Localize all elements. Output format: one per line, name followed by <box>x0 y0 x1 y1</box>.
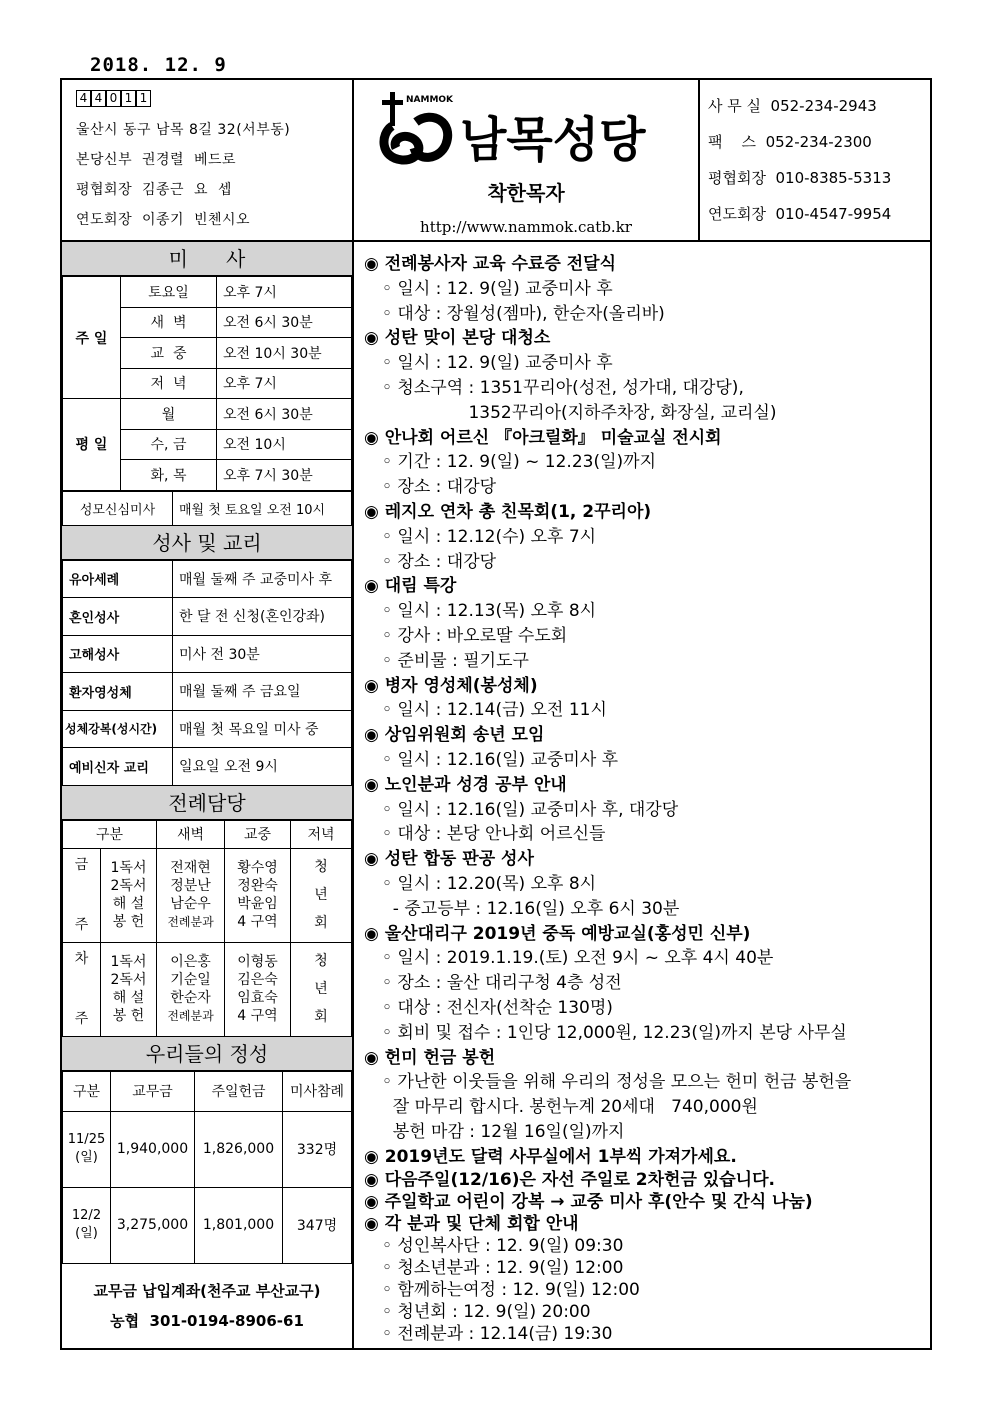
contact-council: 평협회장 010-8385-5313 <box>708 169 892 187</box>
svg-text:NAMMOK: NAMMOK <box>406 95 454 105</box>
parish-address: 울산시 동구 남목 8길 32(서부동) <box>76 122 291 138</box>
announcement-title: ◉ 울산대리구 2019년 중독 예방교실(홍성민 신부) <box>364 923 751 944</box>
announcement-detail: ◦ 일시 : 2019.1.19.(토) 오전 9시 ~ 오후 4시 40분 <box>382 948 774 969</box>
contact-list <box>700 80 930 240</box>
svg-text:남목성당: 남목성당 <box>460 112 646 168</box>
announcement-detail: 1352꾸리아(지하주차장, 화장실, 교리실) <box>382 402 777 423</box>
left-column <box>62 242 354 1350</box>
liturgy-week-this: 금 주 1독서 2독서 해 설 봉 헌 전재현 정분난 남순우 전례분과 황수영 정완숙 박윤임 4 구역 청 년 회 <box>63 848 352 942</box>
announcement-detail: ◦ 장소 : 대강당 <box>382 551 497 572</box>
mass-schedule-table: 주 일 토요일 오후 7시 새 벽 오전 6시 30분 교 중 오전 10시 30분 저 녁 오후 7시 평 일 월 오전 6시 30분 수, 금 오전 10시 화, 목 오후 7시 30분 <box>62 276 352 491</box>
announcement-detail: - 중고등부 : 12.16(일) 오후 6시 30분 <box>382 898 680 919</box>
offering-row: 12/2 (일) 3,275,000 1,801,000 347명 <box>63 1187 352 1263</box>
announcement-title: ◉ 헌미 헌금 봉헌 <box>364 1047 496 1068</box>
sunday-label: 주 일 <box>63 277 121 399</box>
announcement-detail: ◦ 청소구역 : 1351꾸리아(성전, 성가대, 대강당), <box>382 377 744 398</box>
announcement-title: ◉ 각 분과 및 단체 회합 안내 <box>364 1214 579 1235</box>
announcement-detail: ◦ 전례분과 : 12.14(금) 19:30 <box>382 1324 613 1345</box>
bulletin-date: 2018. 12. 9 <box>90 54 227 76</box>
announcement-detail: ◦ 일시 : 12.20(목) 오후 8시 <box>382 873 597 894</box>
announcement-title: ◉ 노인분과 성경 공부 안내 <box>364 774 567 795</box>
announcement-title: ◉ 병자 영성체(봉성체) <box>364 675 538 696</box>
announcement-detail: ◦ 일시 : 12.16(일) 교중미사 후 <box>382 749 619 770</box>
bulletin-frame <box>60 78 932 1350</box>
account-title: 교무금 납입계좌(천주교 부산교구) <box>93 1281 321 1300</box>
announcement-title: ◉ 다음주일(12/16)은 자선 주일로 2차헌금 있습니다. <box>364 1170 775 1191</box>
announcement-title: ◉ 성탄 합동 판공 성사 <box>364 849 534 870</box>
announcement-detail: ◦ 준비물 : 필기도구 <box>382 650 529 671</box>
announcement-detail: ◦ 회비 및 접수 : 1인당 12,000원, 12.23(일)까지 본당 사무실 <box>382 1022 847 1043</box>
liturgy-table: 구분 새벽 교중 저녁 금 주 1독서 2독서 해 설 봉 헌 전재현 정분난 남순우 전례분과 황수영 정완숙 박윤임 4 구역 청 년 회 차 주 1독서 2독서 해 설 봉 헌 이은홍 기순일 한순자 전례분과 이형동 김은숙 임효숙 4 구역 청 년 회 <box>62 820 352 1037</box>
contact-office: 사 무 실 052-234-2943 <box>708 97 877 115</box>
council-president: 평협회장 김종근 요 셉 <box>76 182 232 198</box>
announcement-detail: ◦ 장소 : 대강당 <box>382 477 497 498</box>
announcement-detail: ◦ 청년회 : 12. 9(일) 20:00 <box>382 1302 591 1323</box>
account-info <box>62 1264 352 1336</box>
announcement-title: ◉ 레지오 연차 총 친목회(1, 2꾸리아) <box>364 501 652 522</box>
announcement-title: ◉ 2019년도 달력 사무실에서 1부씩 가져가세요. <box>364 1146 737 1167</box>
sacraments-table: 유아세례 매월 둘째 주 교중미사 후 혼인성사 한 달 전 신청(혼인강좌) 고해성사 미사 전 30분 환자영성체 매월 둘째 주 금요일 성체강복(성시간) 매월 첫 목요일 미사 중 예비신자 교리 일요일 오전 9시 <box>62 560 352 786</box>
announcement-detail: ◦ 대상 : 전신자(선착순 130명) <box>382 997 613 1018</box>
announcements <box>356 242 930 1350</box>
offering-table: 구분 교무금 주일헌금 미사참례 11/25 (일) 1,940,000 1,826,000 332명 12/2 (일) 3,275,000 1,801,000 347명 <box>62 1071 352 1264</box>
contact-fax: 팩 스 052-234-2300 <box>708 133 872 151</box>
announcement-detail: ◦ 기간 : 12. 9(일) ~ 12.23(일)까지 <box>382 452 657 473</box>
liturgy-title: 전례담당 <box>62 786 352 820</box>
announcement-detail: ◦ 장소 : 울산 대리구청 4층 성전 <box>382 973 622 994</box>
offering-row: 11/25 (일) 1,940,000 1,826,000 332명 <box>63 1111 352 1187</box>
announcement-title: ◉ 주일학교 어린이 강복 → 교중 미사 후(안수 및 간식 나눔) <box>364 1192 813 1213</box>
bulletin-subtitle: 착한목자 <box>487 181 565 205</box>
parish-url[interactable]: http://www.nammok.catb.kr <box>420 218 632 236</box>
contact-prayer: 연도회장 010-4547-9954 <box>708 205 892 223</box>
header <box>62 80 930 242</box>
announcement-detail: 봉헌 마감 : 12월 16일(일)까지 <box>382 1121 625 1142</box>
announcement-detail: ◦ 일시 : 12.13(목) 오후 8시 <box>382 601 597 622</box>
announcement-detail: ◦ 대상 : 장월성(젬마), 한순자(올리바) <box>382 303 665 324</box>
announcement-title: ◉ 전례봉사자 교육 수료증 전달식 <box>364 254 616 274</box>
announcement-detail: ◦ 일시 : 12.12(수) 오후 7시 <box>382 526 597 547</box>
announcement-detail: ◦ 일시 : 12. 9(일) 교중미사 후 <box>382 278 613 299</box>
announcement-detail: ◦ 대상 : 본당 안나회 어르신들 <box>382 824 606 845</box>
parish-logo <box>372 88 682 170</box>
announcement-detail: 잘 마무리 합시다. 봉헌누계 20세대 740,000원 <box>382 1097 758 1118</box>
announcement-title: ◉ 안나회 어르신 『아크릴화』 미술교실 전시회 <box>364 427 722 448</box>
parish-info <box>62 80 354 240</box>
announcement-title: ◉ 성탄 맞이 본당 대청소 <box>364 328 551 349</box>
announcement-detail: ◦ 가난한 이웃들을 위해 우리의 정성을 모으는 헌미 헌금 봉헌을 <box>382 1072 852 1093</box>
zip-code: 4 4 0 1 1 <box>76 90 151 107</box>
announcement-detail: ◦ 함께하는여정 : 12. 9(일) 12:00 <box>382 1280 640 1301</box>
heart-mass-table: 성모신심미사 매월 첫 토요일 오전 10시 <box>62 491 352 526</box>
account-number: 농협 301-0194-8906-61 <box>110 1311 304 1330</box>
weekday-label: 평 일 <box>63 399 121 491</box>
parish-logo-area <box>354 80 700 240</box>
announcement-title: ◉ 상임위원회 송년 모임 <box>364 725 545 746</box>
announcement-detail: ◦ 일시 : 12.16(일) 교중미사 후, 대강당 <box>382 799 679 820</box>
announcement-detail: ◦ 일시 : 12.14(금) 오전 11시 <box>382 700 607 721</box>
announcement-detail: ◦ 일시 : 12. 9(일) 교중미사 후 <box>382 353 613 374</box>
mass-title: 미 사 <box>62 242 352 276</box>
prayer-president: 연도회장 이종기 빈첸시오 <box>76 212 251 228</box>
announcement-detail: ◦ 강사 : 바오로딸 수도회 <box>382 625 568 646</box>
liturgy-week-next: 차 주 1독서 2독서 해 설 봉 헌 이은홍 기순일 한순자 전례분과 이형동 김은숙 임효숙 4 구역 청 년 회 <box>63 942 352 1036</box>
offering-title: 우리들의 정성 <box>62 1037 352 1071</box>
pastor: 본당신부 권경렬 베드로 <box>76 152 237 168</box>
sacraments-title: 성사 및 교리 <box>62 526 352 560</box>
announcement-detail: ◦ 청소년분과 : 12. 9(일) 12:00 <box>382 1258 624 1279</box>
announcement-title: ◉ 대림 특강 <box>364 576 457 597</box>
announcement-detail: ◦ 성인복사단 : 12. 9(일) 09:30 <box>382 1236 624 1257</box>
